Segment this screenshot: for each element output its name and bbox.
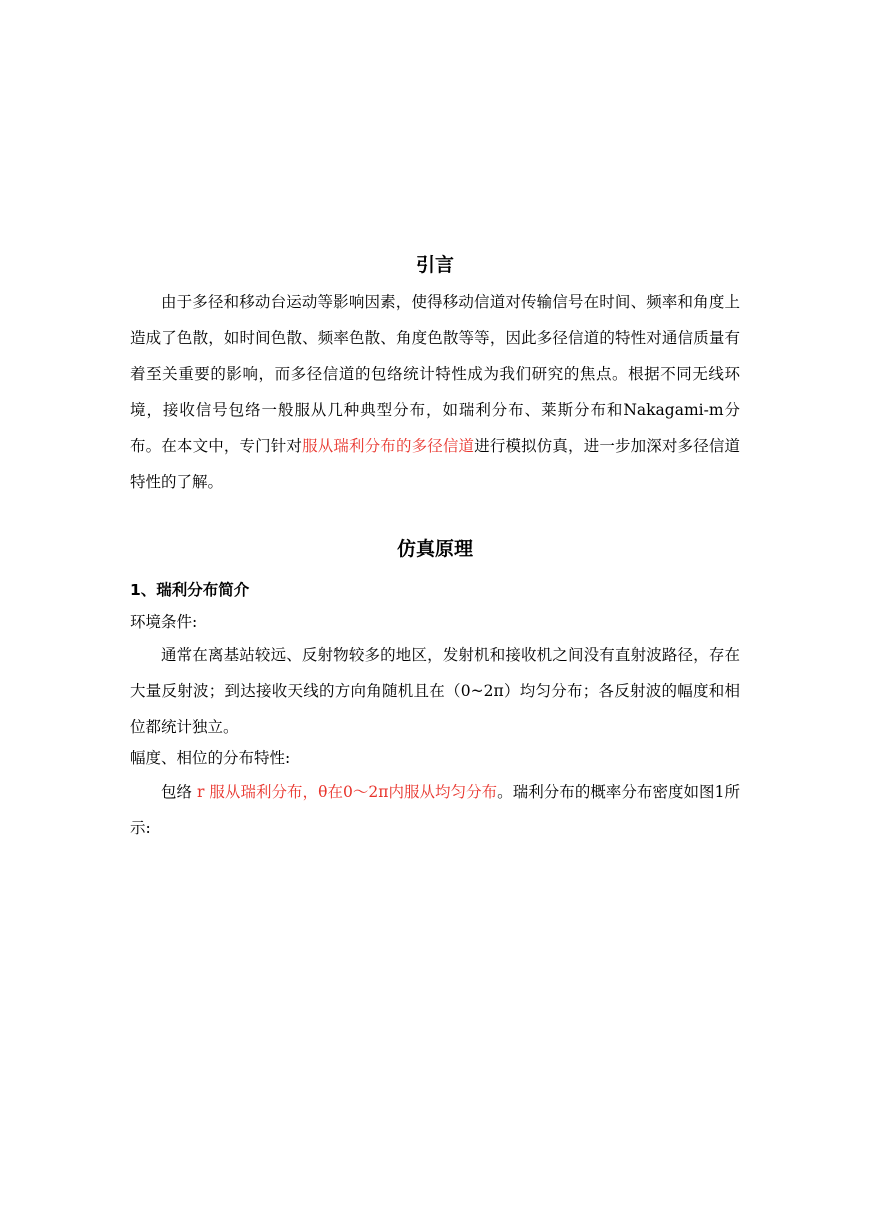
env-paragraph: 通常在离基站较远、反射物较多的地区，发射机和接收机之间没有直射波路径，存在大量反射波；到达接收天线的方向角随机且在（0~2π）均匀分布；各反射波的幅度和相位都统计独立。 (130, 646, 740, 736)
intro-paragraph (130, 284, 740, 500)
principle-title: 仿真原理 (396, 538, 473, 560)
env-label: 环境条件: (130, 613, 198, 631)
intro-text-before: 由于多径和移动台运动等影响因素，使得移动信道对传输信号在时间、频率和角度上造成了色散，如时间色散、频率色散、角度色散等等，因此多径信道的特性对通信质量有着至关重要的影响，而多径信道的包络统计特性成为我们研究的焦点。根据不同无线环境，接收信号包络一般服从几种典型分布，如瑞利分布、莱斯分布和Nakagami-m分布。在本文中，专门针对 (130, 293, 740, 455)
dist-paragraph (130, 774, 740, 846)
dist-text-highlight: r 服从瑞利分布，θ在0～2π内服从均匀分布 (197, 783, 498, 801)
dist-label: 幅度、相位的分布特性: (130, 749, 291, 767)
intro-text-highlight: 服从瑞利分布的多径信道 (302, 437, 475, 455)
dist-text-before: 包络 (161, 783, 198, 801)
intro-text-after: 进行模拟仿真，进一步加深对多径信道特性的了解。 (130, 437, 740, 491)
intro-title: 引言 (415, 254, 454, 276)
dist-text-after: 。瑞利分布的概率分布密度如图1所示: (130, 783, 740, 837)
section1-heading: 1、瑞利分布简介 (130, 581, 250, 599)
